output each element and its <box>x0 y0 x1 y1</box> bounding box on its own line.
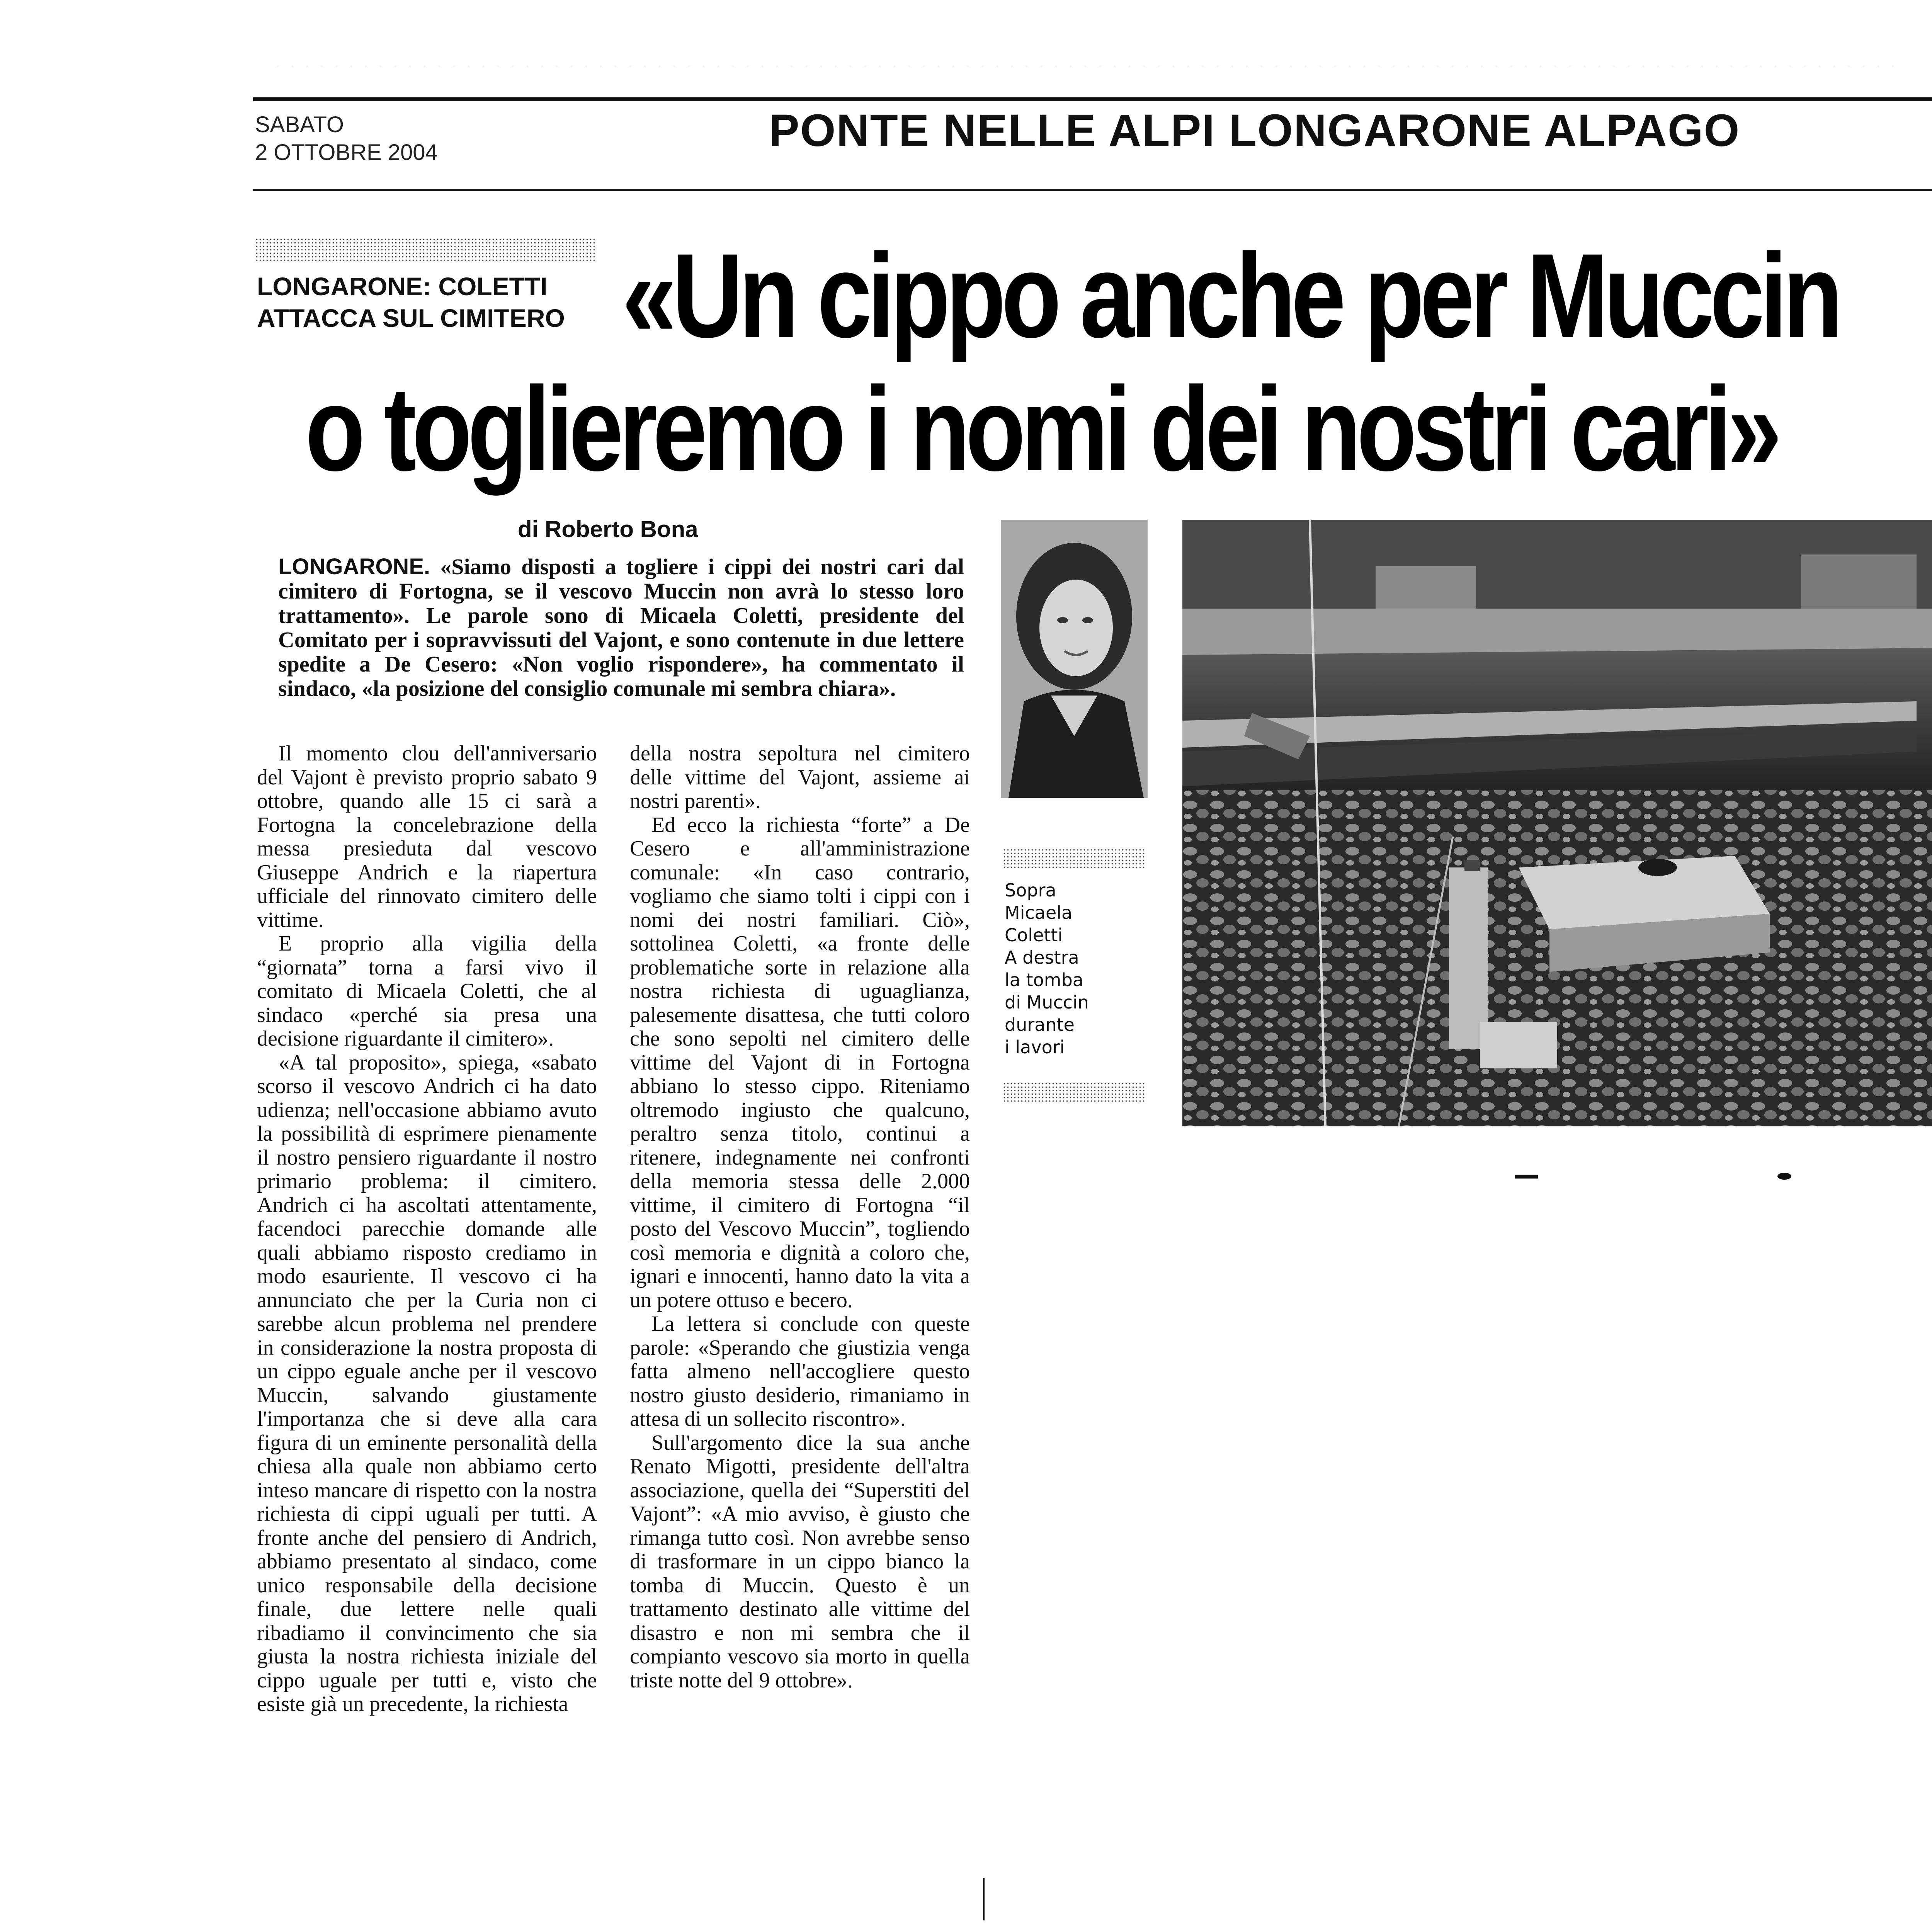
section-title: PONTE NELLE ALPI LONGARONE ALPAGO <box>769 105 1740 156</box>
caption-screen-top <box>1003 848 1146 868</box>
scan-noise-top <box>270 65 1893 67</box>
kicker-line-2: ATTACCA SUL CIMITERO <box>257 304 565 332</box>
caption-line: Coletti <box>1005 925 1063 946</box>
portrait-illustration <box>1001 520 1148 798</box>
kicker-line-1: LONGARONE: COLETTI <box>257 272 548 301</box>
body-column-1 <box>257 742 597 1716</box>
col1-paragraph-2: E proprio alla vigilia della “giornata” torna a farsi vivo il comitato di Micaela Coletti, che al sindaco «perché sia presa una decisione riguardante il cimitero». <box>257 932 597 1051</box>
masthead-bottom-rule <box>253 189 1932 191</box>
caption-line: la tomba <box>1005 969 1083 990</box>
caption-line: Micaela <box>1005 902 1073 923</box>
caption-screen-bottom <box>1003 1082 1146 1102</box>
col2-paragraph-1: della nostra sepoltura nel cimitero delle vittime del Vajont, assieme ai nostri parenti». <box>630 742 970 813</box>
photo-caption <box>1005 879 1089 1058</box>
date-full: 2 OTTOBRE 2004 <box>255 140 438 165</box>
date-day: SABATO <box>255 112 344 137</box>
lead-place: LONGARONE. <box>278 554 430 579</box>
headline-line-2: o toglieremo i nomi dei nostri cari» <box>305 362 1778 496</box>
headline-line-1: «Un cippo anche per Muccin <box>622 228 1838 362</box>
kicker-screen <box>255 238 595 261</box>
cemetery-photo <box>1182 520 1932 1126</box>
scan-mark <box>1777 1173 1791 1180</box>
caption-line: i lavori <box>1005 1037 1065 1058</box>
cemetery-works-illustration <box>1182 520 1932 1126</box>
caption-line: durante <box>1005 1014 1075 1035</box>
scan-mark <box>1515 1175 1538 1179</box>
byline: di Roberto Bona <box>518 516 698 542</box>
caption-line: A destra <box>1005 947 1079 968</box>
col1-paragraph-1: Il momento clou dell'anniversario del Vajont è previsto proprio sabato 9 ottobre, quando alle 15 ci sarà a Fortogna la concelebrazione della messa presieduta dal vescovo Giuseppe Andrich e la riapertura ufficiale del rinnovato cimitero delle vittime. <box>257 742 597 932</box>
masthead-top-rule <box>253 97 1932 101</box>
lead-text: «Siamo disposti a togliere i cippi dei nostri cari dal cimitero di Fortogna, se il vescovo Muccin non avrà lo stesso loro trattamento». Le parole sono di Micaela Coletti, presidente del Comitato per i sopravvissuti del Vajont, e sono contenute in due lettere spedite a De Cesero: «Non voglio rispondere», ha commentato il sindaco, «la posizione del consiglio comunale mi sembra chiara». <box>278 554 964 701</box>
col2-paragraph-2: Ed ecco la richiesta “forte” a De Cesero e all'amministrazione comunale: «In caso contrario, vogliamo che siamo tolti i cippi con i nomi dei nostri familiari. Ciò», sottolinea Coletti, «a fronte delle problematiche sorte in relazione alla nostra richiesta di uguaglianza, palesemente disattesa, che tutti coloro che sono sepolti nel cimitero delle vittime del Vajont di in Fortogna abbiano lo stesso cippo. Riteniamo oltremodo ingiusto che qualcuno, peraltro senza titolo, continui a ritenere, indegnamente nei confronti della memoria stessa delle 2.000 vittime, il cimitero di Fortogna “il posto del Vescovo Muccin”, togliendo così memoria e dignità a coloro che, ignari e innocenti, hanno dato la vita a un potere ottuso e becero. <box>630 813 970 1312</box>
col1-paragraph-3: «A tal proposito», spiega, «sabato scorso il vescovo Andrich ci ha dato udienza; nell'occasione abbiamo avuto la possibilità di esprimere pienamente il nostro pensiero riguardante il nostro primario problema: il cimitero. Andrich ci ha ascoltati attentamente, facendoci parecchie domande alle quali abbiamo risposto crediamo in modo esauriente. Il vescovo ci ha annunciato che per la Curia non ci sarebbe alcun problema nel prendere in considerazione la nostra proposta di un cippo eguale anche per il vescovo Muccin, salvando giustamente l'importanza che si deve alla cara figura di un eminente personalità della chiesa alla quale non abbiamo certo inteso mancare di rispetto con la nostra richiesta di cippi uguali per tutti. A fronte anche del pensiero di Andrich, abbiamo presentato al sindaco, come unico responsabile della decisione finale, due lettere nelle quali ribadiamo il convincimento che sia giusta la nostra richiesta iniziale del cippo uguale per tutti e, visto che esiste già un precedente, la richiesta <box>257 1050 597 1716</box>
col2-paragraph-4: Sull'argomento dice la sua anche Renato Migotti, presidente dell'altra associazione, quella dei “Superstiti del Vajont”: «A mio avviso, è giusto che rimanga tutto così. Non avrebbe senso di trasformare in un cippo bianco la tomba di Muccin. Questo è un trattamento destinato alle vittime del disastro e non mi sembra che il compianto vescovo sia morto in quella triste notte del 9 ottobre». <box>630 1430 970 1692</box>
caption-line: di Muccin <box>1005 992 1089 1013</box>
caption-line: Sopra <box>1005 880 1056 901</box>
column-end-mark <box>983 1878 985 1920</box>
lead-paragraph <box>278 554 964 701</box>
portrait-photo <box>1001 520 1148 798</box>
col2-paragraph-3: La lettera si conclude con queste parole: «Sperando che giustizia venga fatta almeno nell'accogliere questo nostro giusto desiderio, rimaniamo in attesa di un sollecito riscontro». <box>630 1312 970 1431</box>
kicker <box>257 270 565 334</box>
body-column-2 <box>630 742 970 1692</box>
